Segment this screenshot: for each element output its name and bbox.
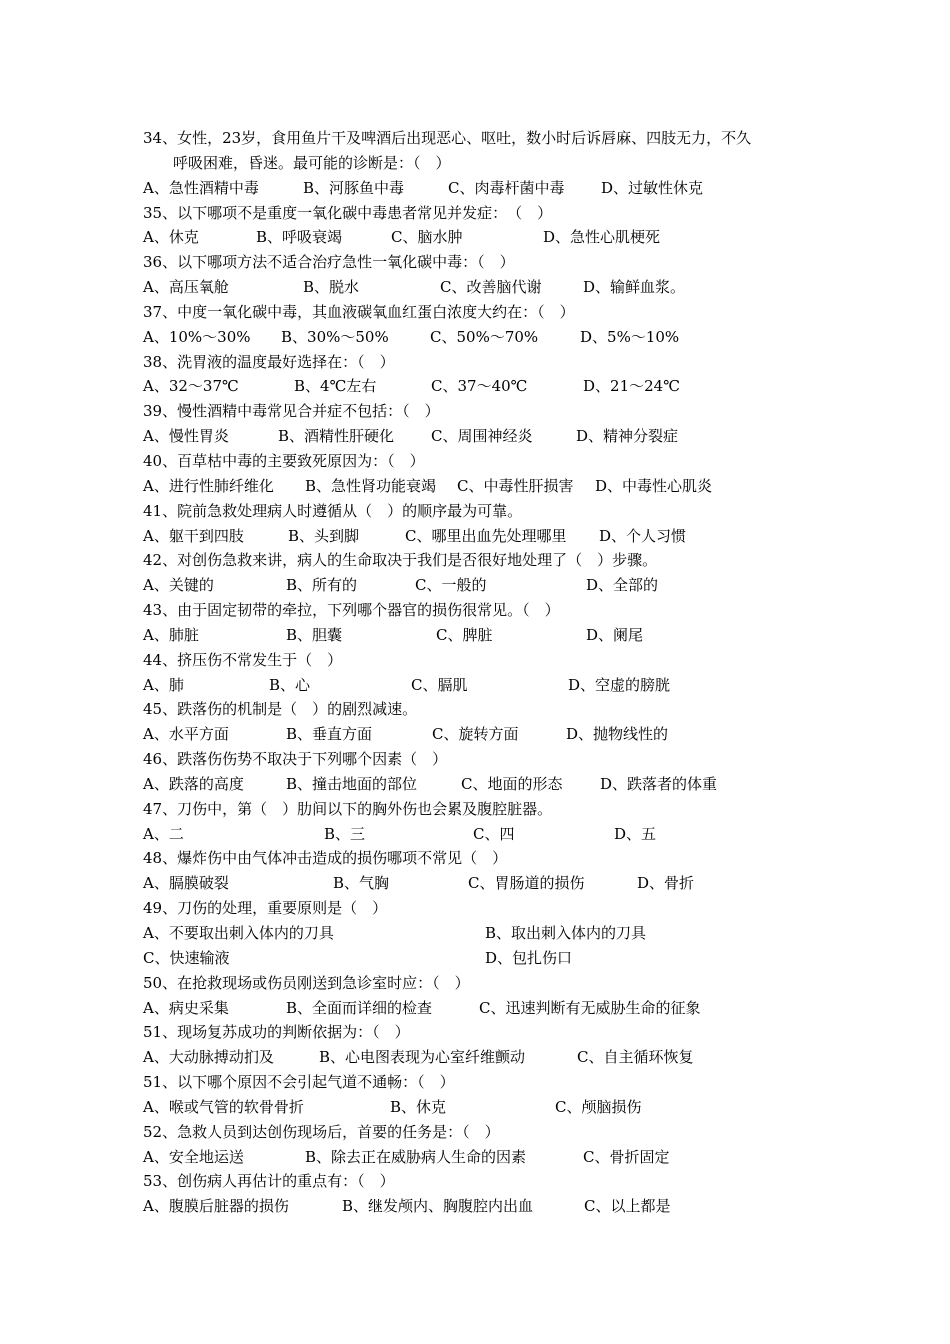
- option-c: C、以上都是: [584, 1197, 671, 1216]
- option-a: A、急性酒精中毒: [143, 178, 259, 197]
- option-d: D、精神分裂症: [576, 427, 679, 446]
- question-34: 34、女性，23岁，食用鱼片干及啤酒后出现恶心、呕吐，数小时后诉唇麻、四肢无力，不久: [143, 129, 752, 147]
- option-a: A、肺脏: [143, 625, 199, 644]
- option-d: D、中毒性心肌炎: [595, 476, 713, 495]
- option-a: A、躯干到四肢: [143, 526, 244, 545]
- option-a: A、膈膜破裂: [143, 874, 229, 893]
- option-b: B、所有的: [286, 576, 358, 595]
- option-a: A、慢性胃炎: [143, 427, 229, 446]
- option-b: B、撞击地面的部位: [286, 774, 418, 793]
- option-c: C、改善脑代谢: [440, 278, 542, 297]
- question-51b: 51、以下哪个原因不会引起气道不通畅：（ ）: [143, 1073, 455, 1092]
- options-row: [143, 772, 823, 797]
- options-row: [143, 573, 823, 598]
- option-a: A、喉或气管的软骨骨折: [143, 1097, 304, 1116]
- option-b: B、全面而详细的检查: [286, 998, 433, 1017]
- option-d: D、空虚的膀胱: [568, 675, 671, 694]
- option-b: B、心: [269, 675, 311, 694]
- options-row: [143, 822, 823, 847]
- option-c: C、四: [473, 824, 515, 843]
- option-b: B、气胸: [333, 874, 390, 893]
- option-a: A、跌落的高度: [143, 774, 244, 793]
- option-b: B、30%～50%: [281, 327, 389, 346]
- option-c: C、胃肠道的损伤: [468, 874, 585, 893]
- options-row: [143, 374, 823, 399]
- option-b: B、呼吸衰竭: [256, 228, 343, 247]
- option-b: B、继发颅内、胸腹腔内出血: [342, 1197, 534, 1216]
- option-d: D、输鲜血浆。: [583, 278, 686, 297]
- option-d: D、个人习惯: [599, 526, 687, 545]
- question-43: 43、由于固定韧带的牵拉，下列哪个器官的损伤很常见。（ ）: [143, 601, 560, 620]
- option-b: B、河豚鱼中毒: [303, 178, 405, 197]
- question-40: 40、百草枯中毒的主要致死原因为：（ ）: [143, 451, 425, 470]
- option-a: A、32～37℃: [143, 377, 239, 396]
- option-d: D、骨折: [637, 874, 695, 893]
- option-a: A、进行性肺纤维化: [143, 476, 274, 495]
- option-b: B、休克: [390, 1097, 447, 1116]
- option-c: C、骨折固定: [583, 1147, 670, 1166]
- option-c: C、快速输液: [143, 948, 230, 967]
- question-38: 38、洗胃液的温度最好选择在：（ ）: [143, 352, 395, 371]
- option-b: B、脱水: [303, 278, 360, 297]
- options-row: [143, 996, 823, 1021]
- option-d: D、急性心肌梗死: [543, 228, 661, 247]
- options-row: [143, 275, 823, 300]
- options-row: [143, 474, 823, 499]
- options-row: [143, 225, 823, 250]
- option-c: C、旋转方面: [432, 725, 519, 744]
- question-49: 49、刀伤的处理，重要原则是（ ）: [143, 899, 388, 918]
- question-41: 41、院前急救处理病人时遵循从（ ）的顺序最为可靠。: [143, 501, 523, 520]
- option-a: A、关键的: [143, 576, 214, 595]
- option-a: A、二: [143, 824, 184, 843]
- question-45: 45、跌落伤的机制是（ ）的剧烈减速。: [143, 700, 418, 719]
- option-b: B、急性肾功能衰竭: [305, 476, 437, 495]
- question-48: 48、爆炸伤中由气体冲击造成的损伤哪项不常见（ ）: [143, 849, 508, 868]
- option-b: B、4℃左右: [294, 377, 377, 396]
- options-row: [143, 424, 823, 449]
- options-row: [143, 946, 823, 971]
- option-c: C、颅脑损伤: [555, 1097, 642, 1116]
- question-53: 53、创伤病人再估计的重点有：（ ）: [143, 1172, 395, 1191]
- question-34-continued: 呼吸困难，昏迷。最可能的诊断是：（ ）: [173, 153, 451, 172]
- option-c: C、周围神经炎: [431, 427, 533, 446]
- option-b: B、心电图表现为心室纤维颤动: [319, 1048, 526, 1067]
- options-row: [143, 1194, 823, 1219]
- option-c: C、膈肌: [411, 675, 468, 694]
- option-b: B、除去正在威胁病人生命的因素: [305, 1147, 527, 1166]
- option-a: A、病史采集: [143, 998, 229, 1017]
- options-row: [143, 524, 823, 549]
- question-36: 36、以下哪项方法不适合治疗急性一氧化碳中毒：（ ）: [143, 253, 515, 272]
- options-row: [143, 1045, 823, 1070]
- option-c: C、自主循环恢复: [577, 1048, 694, 1067]
- option-c: C、37～40℃: [431, 377, 528, 396]
- option-c: C、中毒性肝损害: [457, 476, 574, 495]
- options-row: [143, 921, 823, 946]
- options-row: [143, 871, 823, 896]
- option-c: C、50%～70%: [430, 327, 539, 346]
- option-b: B、垂直方面: [286, 725, 373, 744]
- option-d: D、包扎伤口: [485, 948, 573, 967]
- question-list: [143, 126, 823, 1219]
- option-b: B、胆囊: [286, 625, 343, 644]
- question-46: 46、跌落伤伤势不取决于下列哪个因素（ ）: [143, 750, 448, 769]
- options-row: [143, 1145, 823, 1170]
- option-d: D、五: [614, 824, 657, 843]
- option-d: D、阑尾: [586, 625, 644, 644]
- question-39: 39、慢性酒精中毒常见合并症不包括：（ ）: [143, 402, 440, 421]
- options-row: [143, 325, 823, 350]
- option-d: D、抛物线性的: [566, 725, 669, 744]
- option-a: A、大动脉搏动扪及: [143, 1048, 274, 1067]
- option-c: C、一般的: [415, 576, 487, 595]
- option-b: B、酒精性肝硬化: [278, 427, 395, 446]
- option-b: B、三: [324, 824, 366, 843]
- question-52: 52、急救人员到达创伤现场后，首要的任务是：（ ）: [143, 1122, 500, 1141]
- option-a: A、腹膜后脏器的损伤: [143, 1197, 289, 1216]
- question-44: 44、挤压伤不常发生于（ ）: [143, 650, 343, 669]
- question-42: 42、对创伤急救来讲，病人的生命取决于我们是否很好地处理了（ ）步骤。: [143, 551, 658, 570]
- option-b: B、头到脚: [288, 526, 360, 545]
- option-a: A、水平方面: [143, 725, 229, 744]
- options-row: [143, 176, 823, 201]
- options-row: [143, 722, 823, 747]
- option-d: D、跌落者的体重: [600, 774, 718, 793]
- question-35: 35、以下哪项不是重度一氧化碳中毒患者常见并发症： （ ）: [143, 203, 553, 222]
- option-d: D、全部的: [586, 576, 659, 595]
- question-47: 47、刀伤中，第（ ）肋间以下的胸外伤也会累及腹腔脏器。: [143, 799, 553, 818]
- option-c: C、哪里出血先处理哪里: [405, 526, 567, 545]
- options-row: [143, 1095, 823, 1120]
- option-c: C、迅速判断有无威胁生命的征象: [479, 998, 701, 1017]
- option-c: C、地面的形态: [461, 774, 563, 793]
- option-c: C、脾脏: [436, 625, 493, 644]
- option-a: A、高压氧舱: [143, 278, 229, 297]
- option-a: A、10%～30%: [143, 327, 251, 346]
- option-b: B、取出刺入体内的刀具: [485, 924, 647, 942]
- options-row: [143, 673, 823, 698]
- option-d: D、21～24℃: [583, 377, 680, 396]
- options-row: [143, 623, 823, 648]
- option-d: D、过敏性休克: [601, 178, 704, 197]
- option-a: A、肺: [143, 675, 184, 694]
- question-51: 51、现场复苏成功的判断依据为：（ ）: [143, 1023, 410, 1042]
- option-a: A、安全地运送: [143, 1147, 244, 1166]
- question-37: 37、中度一氧化碳中毒，其血液碳氧血红蛋白浓度大约在：（ ）: [143, 302, 575, 321]
- option-c: C、脑水肿: [391, 228, 463, 247]
- option-c: C、肉毒杆菌中毒: [448, 178, 565, 197]
- option-a: A、不要取出刺入体内的刀具: [143, 924, 334, 942]
- option-a: A、休克: [143, 228, 199, 247]
- option-d: D、5%～10%: [580, 327, 680, 346]
- question-50: 50、在抢救现场或伤员刚送到急诊室时应：（ ）: [143, 973, 470, 992]
